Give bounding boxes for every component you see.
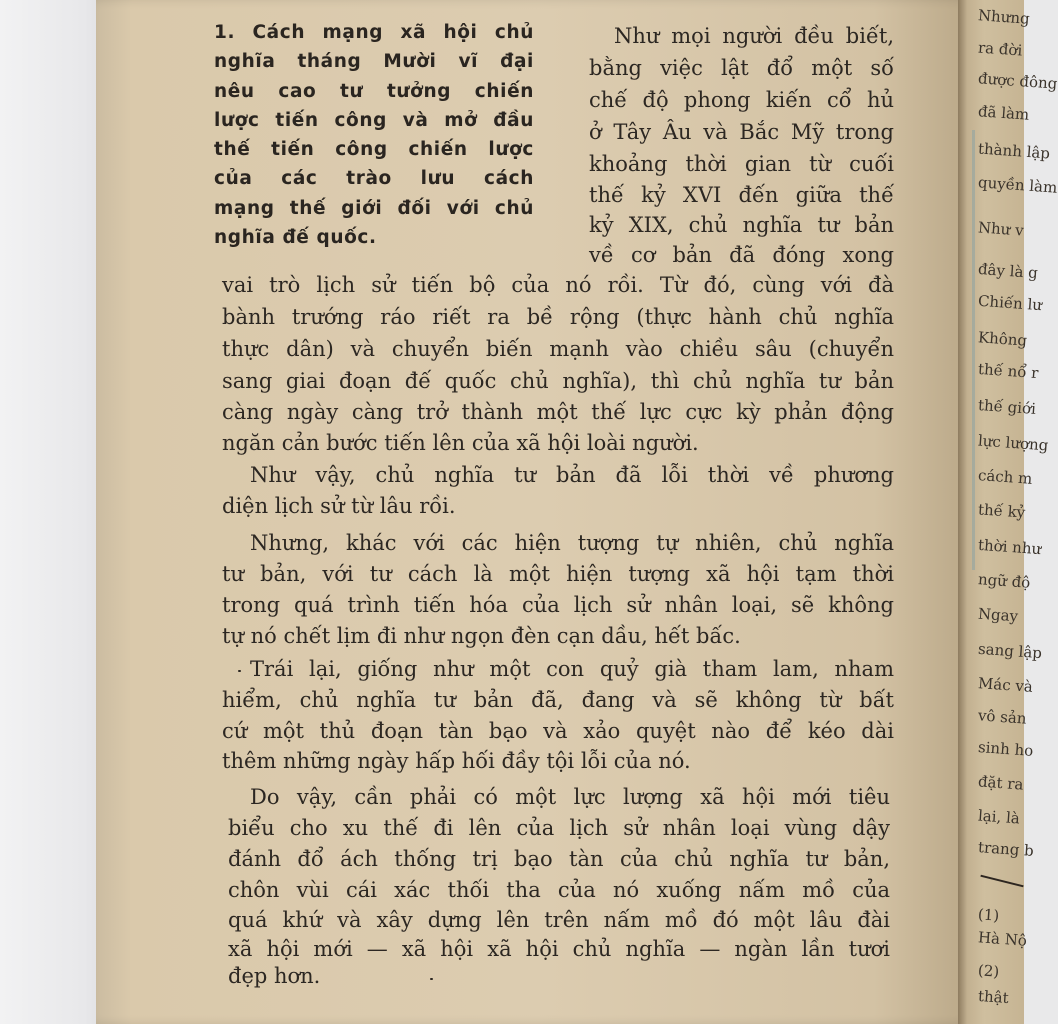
adjacent-page-divider — [972, 130, 975, 570]
adjacent-fragment: đặt ra — [977, 772, 1025, 794]
text-line: vai trò lịch sử tiến bộ của nó rồi. Từ đó, cùng với đà — [222, 273, 894, 297]
adjacent-fragment: Ngay — [977, 604, 1019, 626]
adjacent-fragment: thành lập — [977, 139, 1051, 163]
text-line: thế kỷ XVI đến giữa thế — [589, 183, 894, 207]
heading-line: nghĩa tháng Mười vĩ đại — [214, 51, 534, 73]
adjacent-fragment: đã làm — [977, 102, 1030, 124]
adjacent-fragment: (2) — [977, 961, 1000, 981]
text-line: chế độ phong kiến cổ hủ — [589, 88, 894, 112]
adjacent-fragment: trang b — [977, 838, 1035, 860]
text-line: về cơ bản đã đóng xong — [589, 243, 894, 267]
text-line: Trái lại, giống như một con quỷ già tham lam, nham — [250, 657, 894, 681]
adjacent-fragment: Nhưng — [977, 6, 1031, 28]
heading-line: 1. Cách mạng xã hội chủ — [214, 22, 534, 43]
adjacent-page — [958, 0, 1058, 1024]
adjacent-fragment: thế nổ r — [977, 359, 1040, 383]
text-line: diện lịch sử từ lâu rồi. — [222, 494, 456, 518]
text-line: sang giai đoạn đế quốc chủ nghĩa), thì chủ nghĩa tư bản — [222, 369, 894, 393]
text-line: quá khứ và xây dựng lên trên nấm mồ đó một lâu đài — [228, 908, 890, 932]
adjacent-fragment: Như v — [977, 218, 1025, 240]
text-line: thêm những ngày hấp hối đầy tội lỗi của nó. — [222, 749, 691, 773]
text-line: ngăn cản bước tiến lên của xã hội loài người. — [222, 431, 699, 455]
text-line: Như vậy, chủ nghĩa tư bản đã lỗi thời về phương — [250, 463, 894, 487]
text-line: thực dân) và chuyển biến mạnh vào chiều sâu (chuyển — [222, 337, 894, 361]
text-line: Do vậy, cần phải có một lực lượng xã hội mới tiêu — [250, 785, 890, 809]
text-line: hiểm, chủ nghĩa tư bản đã, đang và sẽ không từ bất — [222, 688, 894, 712]
text-line: xã hội mới — xã hội xã hội chủ nghĩa — ngàn lần tươi — [228, 937, 890, 961]
adjacent-page-footnote-rule — [980, 875, 1023, 888]
text-line: tư bản, với tư cách là một hiện tượng xã hội tạm thời — [222, 562, 894, 586]
adjacent-fragment: thế kỷ — [977, 500, 1026, 522]
adjacent-fragment: (1) — [977, 905, 1000, 925]
text-line: kỷ XIX, chủ nghĩa tư bản — [589, 213, 894, 237]
adjacent-fragment: ra đời — [977, 38, 1023, 60]
adjacent-fragment: sinh ho — [977, 738, 1034, 760]
section-heading — [214, 18, 534, 252]
text-line: ở Tây Âu và Bắc Mỹ trong — [589, 120, 894, 144]
text-line: Nhưng, khác với các hiện tượng tự nhiên, chủ nghĩa — [250, 531, 894, 555]
adjacent-fragment: ngữ độ — [977, 570, 1031, 592]
heading-line: nêu cao tư tưởng chiến — [214, 80, 534, 102]
adjacent-fragment: lực lượng — [977, 431, 1049, 455]
heading-line: nghĩa đế quốc. — [214, 227, 377, 249]
text-line: đánh đổ ách thống trị bạo tàn của chủ nghĩa tư bản, — [228, 847, 890, 871]
text-line: bằng việc lật đổ một số — [589, 56, 894, 80]
text-line: chôn vùi cái xác thối tha của nó xuống nấm mồ của — [228, 878, 890, 902]
text-line: tự nó chết lịm đi như ngọn đèn cạn dầu, hết bấc. — [222, 624, 741, 648]
heading-line: lược tiến công và mở đầu — [214, 109, 534, 131]
text-line: biểu cho xu thế đi lên của lịch sử nhân loại vùng dậy — [228, 816, 890, 840]
adjacent-fragment: vô sản — [977, 706, 1028, 728]
adjacent-fragment: sang lập — [977, 639, 1043, 663]
text-line: khoảng thời gian từ cuối — [589, 152, 894, 176]
text-line: trong quá trình tiến hóa của lịch sử nhân loại, sẽ không — [222, 593, 894, 617]
heading-line: thế tiến công chiến lược — [214, 139, 534, 161]
adjacent-fragment: thời như — [977, 535, 1042, 559]
adjacent-fragment: lại, là — [977, 806, 1021, 828]
adjacent-fragment: quyền làm — [977, 173, 1058, 197]
text-line: Như mọi người đều biết, — [614, 24, 894, 48]
text-line: đẹp hơn. — [228, 964, 321, 988]
adjacent-fragment: thế giới — [977, 396, 1037, 418]
adjacent-fragment: Mác và — [977, 674, 1034, 696]
adjacent-fragment: đây là g — [977, 259, 1039, 283]
adjacent-fragment: Hà Nộ — [977, 928, 1028, 950]
adjacent-fragment: Chiến lư — [977, 291, 1043, 315]
text-line: bành trướng ráo riết ra bề rộng (thực hành chủ nghĩa — [222, 305, 894, 329]
adjacent-fragment: Không — [977, 328, 1028, 350]
heading-line: mạng thế giới đối với chủ — [214, 197, 534, 219]
heading-line: của các trào lưu cách — [214, 168, 534, 190]
ink-speck — [238, 670, 241, 672]
adjacent-fragment: được đông — [977, 69, 1058, 93]
adjacent-fragment: thật — [977, 986, 1010, 1008]
text-line: càng ngày càng trở thành một thế lực cực kỳ phản động — [222, 400, 894, 424]
text-line: cứ một thủ đoạn tàn bạo và xảo quyệt nào để kéo dài — [222, 719, 894, 743]
adjacent-fragment: cách m — [977, 466, 1033, 488]
ink-speck — [430, 978, 433, 980]
